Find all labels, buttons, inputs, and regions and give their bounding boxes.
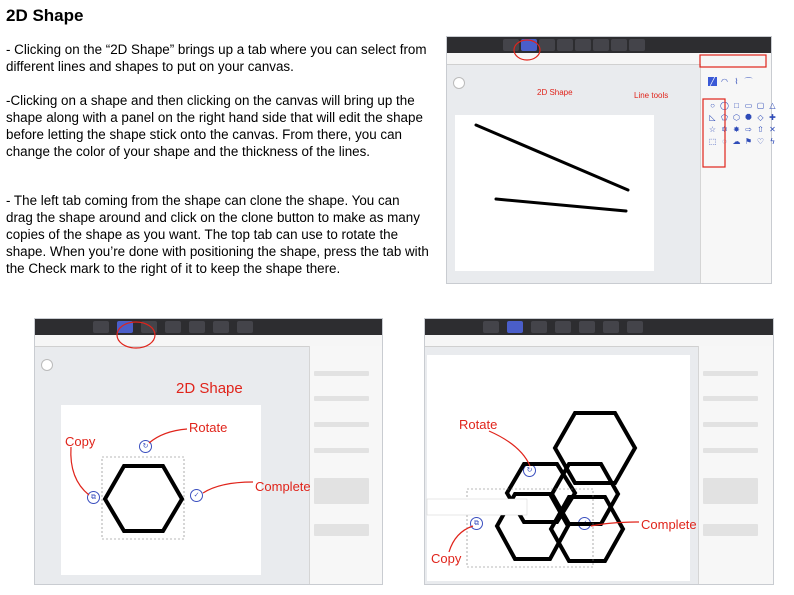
rotate-icon[interactable]: ↻ (523, 464, 536, 477)
burst-icon[interactable]: ✸ (733, 125, 740, 134)
callout-icon[interactable]: ⬚ (708, 137, 717, 146)
diamond-icon[interactable]: ◇ (757, 113, 764, 122)
check-icon[interactable]: ✓ (578, 517, 591, 530)
star-icon[interactable]: ☆ (708, 125, 717, 134)
square-icon[interactable]: □ (734, 101, 739, 110)
callout-cloud-icon[interactable]: ☁ (732, 137, 741, 146)
paragraph-shape-panel: -Clicking on a shape and then clicking on the canvas will bring up the shape along with a panel on the right hand side that will edit the shape before letting the shape stick onto the canvas. From there, you can change the color of your shape and the thickness of the lines. (6, 93, 423, 159)
arrow-right-icon[interactable]: ⇨ (745, 125, 752, 134)
line-icon[interactable]: ╱ (708, 77, 717, 86)
annotation-copy: Copy (65, 434, 96, 449)
annotation-copy: Copy (431, 551, 462, 566)
paragraph-shape-tab: - Clicking on the “2D Shape” brings up a tab where you can select from different lines and shapes to put on your canvas. (6, 42, 427, 74)
shot3-overlay (425, 319, 773, 584)
triangle-icon[interactable]: △ (769, 101, 776, 110)
clone-icon[interactable]: ⧉ (470, 517, 483, 530)
octagon-icon[interactable]: ⯃ (745, 113, 752, 122)
callout-round-icon[interactable]: ◌ (722, 137, 727, 146)
annotation-rotate: Rotate (189, 420, 228, 435)
page-title: 2D Shape (6, 6, 84, 25)
screenshot-line-tools (446, 36, 776, 284)
screenshot-shape-handles (34, 318, 383, 585)
flag-icon[interactable]: ⚑ (744, 137, 753, 146)
arc-icon[interactable]: ⌒ (744, 77, 753, 86)
paragraph-clone-rotate: - The left tab coming from the shape can clone the shape. You can drag the shape around and click on the clone button to make as many copies of the shape as you want. The top tab can use to rotate the shape. When you’re done with positioning the shape, press the tab with the Check mark to the right of it to keep the shape there. (6, 193, 429, 276)
annotation-complete: Complete (641, 517, 697, 532)
circle-icon[interactable]: ○ (710, 101, 715, 110)
arrow-up-icon[interactable]: ⇧ (757, 125, 764, 134)
rotate-icon[interactable]: ↻ (139, 440, 152, 453)
rounded-rect-icon[interactable]: ▢ (756, 101, 765, 110)
rectangle-icon[interactable]: ▭ (744, 101, 753, 110)
shot2-overlay (35, 319, 382, 584)
shot1-overlay (447, 37, 771, 283)
polyline-icon[interactable]: ⌇ (734, 77, 739, 86)
plus-icon[interactable]: ✚ (769, 113, 776, 122)
star6-icon[interactable]: ✡ (721, 125, 728, 134)
pentagon-icon[interactable]: ⬠ (721, 113, 728, 122)
curve-icon[interactable]: ◠ (721, 77, 728, 86)
cross-icon[interactable]: ✕ (769, 125, 776, 134)
check-icon[interactable]: ✓ (190, 489, 203, 502)
annotation-rotate: Rotate (459, 417, 498, 432)
heart-icon[interactable]: ♡ (756, 137, 765, 146)
annotation-complete: Complete (255, 479, 311, 494)
annotation-line-tools: Line tools (634, 91, 669, 100)
annotation-2d-shape: 2D Shape (537, 88, 573, 97)
ellipse-icon[interactable]: ◯ (720, 101, 729, 110)
annotation-2d-shape: 2D Shape (176, 380, 243, 397)
hexagon-icon[interactable]: ⬡ (733, 113, 740, 122)
right-triangle-icon[interactable]: ◺ (709, 113, 716, 122)
clone-icon[interactable]: ⧉ (87, 491, 100, 504)
lightning-icon[interactable]: ϟ (770, 137, 775, 146)
screenshot-shape-copies (424, 318, 774, 585)
